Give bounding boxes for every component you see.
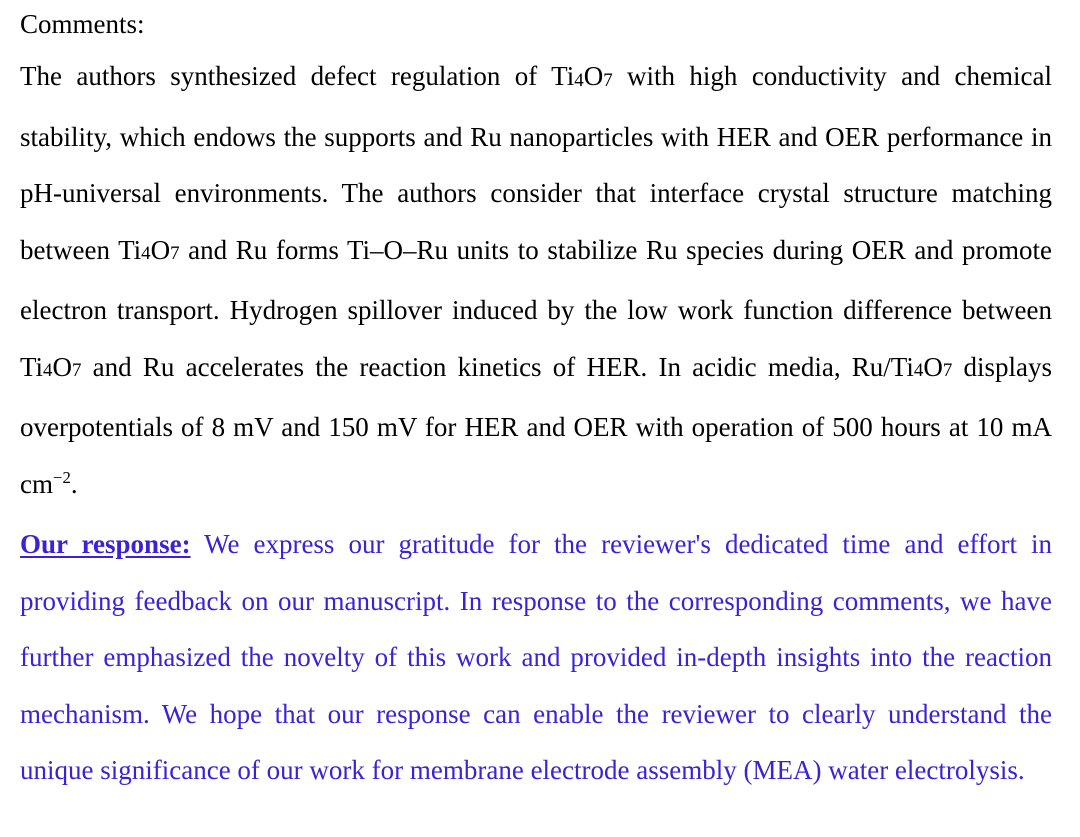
comment-text-run: O (923, 351, 943, 382)
unit-superscript: −2 (53, 468, 71, 488)
author-response-paragraph (20, 516, 1052, 799)
chemical-subscript: 4 (43, 360, 53, 382)
comment-text-run: O (583, 61, 604, 91)
comment-text-run: and Ru accelerates the reaction kinetics of HER. In acidic media, Ru/Ti (81, 351, 914, 382)
comment-text-run: . (70, 468, 78, 499)
comment-text-run: O (150, 234, 171, 265)
comment-text-run: with high conductivity and chemical stability, which endows the supports and Ru nanoparticles with HER and OER performance in pH-universal environments. The authors consider that interface crystal structure matching between Ti (20, 61, 1052, 265)
chemical-subscript: 7 (170, 243, 180, 265)
comments-heading: Comments: (20, 9, 145, 39)
document-page (20, 0, 1052, 799)
chemical-subscript: 4 (574, 69, 584, 91)
chemical-subscript: 7 (72, 360, 82, 382)
chemical-subscript: 4 (913, 360, 924, 382)
comment-text-run: O (52, 351, 72, 382)
reviewer-comment-paragraph (20, 48, 1052, 516)
comment-text-run: and Ru forms Ti–O–Ru units to stabilize Ru species during OER and promote electron transport. Hydrogen spillover induced by the low work function difference between Ti (20, 234, 1052, 382)
response-label: Our response: (20, 529, 191, 559)
chemical-subscript: 7 (603, 69, 613, 91)
chemical-subscript: 4 (141, 243, 151, 265)
comment-text-run: The authors synthesized defect regulation of Ti (20, 61, 575, 91)
comment-text-run: displays overpotentials of 8 mV and 150 mV for HER and OER with operation of 500 hours at 10 mA cm (20, 351, 1052, 499)
response-text: We express our gratitude for the reviewer's dedicated time and effort in providing feedback on our manuscript. In response to the corresponding comments, we have further emphasized the novelty of this work and provided in-depth insights into the reaction mechanism. We hope that our response can enable the reviewer to clearly understand the unique significance of our work for membrane electrode assembly (MEA) water electrolysis. (20, 529, 1052, 785)
chemical-subscript: 7 (942, 360, 953, 382)
